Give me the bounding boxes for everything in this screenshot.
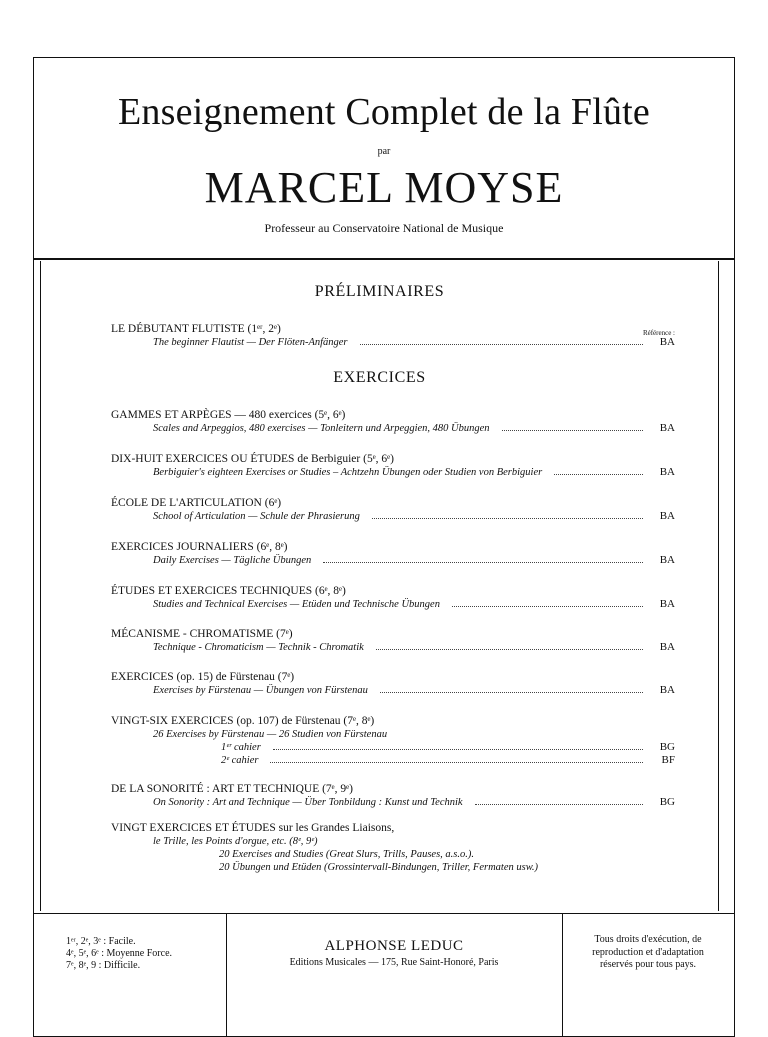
item-subtitle: Studies and Technical Exercises — Etüden und Technische Übungen — [153, 599, 440, 610]
leader-dots — [270, 761, 643, 763]
item-subtitle: School of Articulation — Schule der Phrasierung — [153, 511, 360, 522]
list-item — [111, 585, 675, 611]
book-title: Enseignement Complet de la Flûte — [118, 91, 650, 133]
rights-line: reproduction et d'adaptation — [592, 946, 704, 958]
list-item — [111, 453, 675, 479]
item-code: BG — [659, 741, 675, 753]
item-code: BA — [659, 466, 675, 478]
leader-dots — [376, 648, 643, 650]
difficulty-line: 1ᵉʳ, 2ᵉ, 3ᵉ : Facile. — [66, 936, 136, 947]
list-item — [111, 671, 675, 697]
item-code: BA — [659, 510, 675, 522]
list-item — [111, 822, 675, 874]
leader-dots — [323, 561, 643, 563]
item-title: ÉTUDES ET EXERCICES TECHNIQUES (6ᵉ, 8ᵉ) — [111, 585, 346, 597]
item-code: BA — [659, 336, 675, 348]
par-label: par — [377, 146, 391, 157]
rights-notice — [562, 914, 734, 1036]
item-title: MÉCANISME - CHROMATISME (7ᵉ) — [111, 628, 293, 640]
item-subtitle: On Sonority : Art and Technique — Über Tonbildung : Kunst und Technik — [153, 797, 463, 808]
leader-dots — [380, 691, 643, 693]
list-item — [111, 628, 675, 654]
section-exercices: EXERCICES — [333, 369, 426, 386]
item-code: BA — [659, 554, 675, 566]
section-preliminaires: PRÉLIMINAIRES — [314, 283, 445, 300]
leader-dots — [273, 748, 643, 750]
item-title: VINGT EXERCICES ET ÉTUDES sur les Grandes Liaisons, — [111, 822, 395, 834]
reference-label: Référence : — [642, 329, 675, 337]
item-code: BA — [659, 598, 675, 610]
footer — [34, 913, 734, 1036]
rights-line: réservés pour tous pays. — [599, 959, 697, 970]
item-code: BA — [659, 641, 675, 653]
item-title: DIX-HUIT EXERCICES OU ÉTUDES de Berbiguier (5ᵉ, 6ᵉ) — [111, 453, 394, 465]
item-subtitle: le Trille, les Points d'orgue, etc. (8ᵉ, 9ᵉ) — [153, 836, 318, 847]
item-title: EXERCICES (op. 15) de Fürstenau (7ᵉ) — [111, 671, 295, 683]
publisher-block — [226, 914, 563, 1036]
publisher-name: ALPHONSE LEDUC — [324, 938, 464, 954]
leader-dots — [554, 473, 643, 475]
difficulty-legend — [34, 914, 227, 1036]
author-name: MARCEL MOYSE — [204, 163, 564, 212]
item-title: DE LA SONORITÉ : ART ET TECHNIQUE (7ᵉ, 9ᵉ) — [111, 783, 353, 795]
list-item — [111, 409, 675, 435]
list-item — [111, 783, 675, 809]
cahier-label: 2ᵉ cahier — [221, 755, 259, 766]
leader-dots — [452, 605, 643, 607]
item-subtitle-de: 20 Übungen und Etüden (Grossintervall-Bindungen, Triller, Fermaten usw.) — [219, 862, 539, 873]
title-block — [34, 58, 734, 260]
item-title: VINGT-SIX EXERCICES (op. 107) de Fürstenau (7ᵉ, 8ᵉ) — [111, 715, 375, 727]
item-subtitle: Daily Exercises — Tägliche Übungen — [153, 555, 312, 566]
publisher-address: Editions Musicales — 175, Rue Saint-Honoré, Paris — [289, 957, 499, 968]
cahier-label: 1ᵉʳ cahier — [221, 742, 261, 753]
list-item — [111, 541, 675, 567]
item-title: GAMMES ET ARPÈGES — 480 exercices (5ᵉ, 6ᵉ) — [111, 409, 346, 421]
item-title: ÉCOLE DE L'ARTICULATION (6ᵉ) — [111, 497, 282, 509]
leader-dots — [475, 803, 643, 805]
item-subtitle: Exercises by Fürstenau — Übungen von Fürstenau — [153, 685, 368, 696]
item-subtitle: Berbiguier's eighteen Exercises or Studies – Achtzehn Übungen oder Studien von Berbiguier — [153, 467, 543, 478]
item-subtitle: The beginner Flautist — Der Flöten-Anfänger — [153, 337, 348, 348]
difficulty-line: 7ᵉ, 8ᵉ, 9 : Difficile. — [66, 960, 141, 971]
list-item — [111, 323, 675, 349]
leader-dots — [360, 343, 643, 345]
difficulty-line: 4ᵉ, 5ᵉ, 6ᵉ : Moyenne Force. — [66, 948, 173, 959]
item-subtitle-en: 20 Exercises and Studies (Great Slurs, Trills, Pauses, a.s.o.). — [219, 849, 475, 860]
author-position: Professeur au Conservatoire National de Musique — [264, 221, 504, 235]
leader-dots — [372, 517, 643, 519]
item-subtitle: Technique - Chromaticism — Technik - Chromatik — [153, 642, 364, 653]
item-subtitle: 26 Exercises by Fürstenau — 26 Studien von Fürstenau — [153, 729, 388, 740]
item-subtitle: Scales and Arpeggios, 480 exercises — Tonleitern und Arpeggien, 480 Übungen — [153, 423, 490, 434]
item-code: BA — [659, 422, 675, 434]
contents-box — [40, 261, 719, 911]
page-frame — [33, 57, 735, 1037]
item-title: LE DÉBUTANT FLUTISTE (1ᵉʳ, 2ᵉ) — [111, 323, 281, 335]
item-code: BA — [659, 684, 675, 696]
leader-dots — [502, 429, 643, 431]
item-code: BG — [659, 796, 675, 808]
item-title: EXERCICES JOURNALIERS (6ᵉ, 8ᵉ) — [111, 541, 288, 553]
list-item — [111, 497, 675, 523]
item-code: BF — [661, 754, 675, 766]
rights-line: Tous droits d'exécution, de — [594, 934, 702, 945]
list-item — [111, 715, 675, 767]
